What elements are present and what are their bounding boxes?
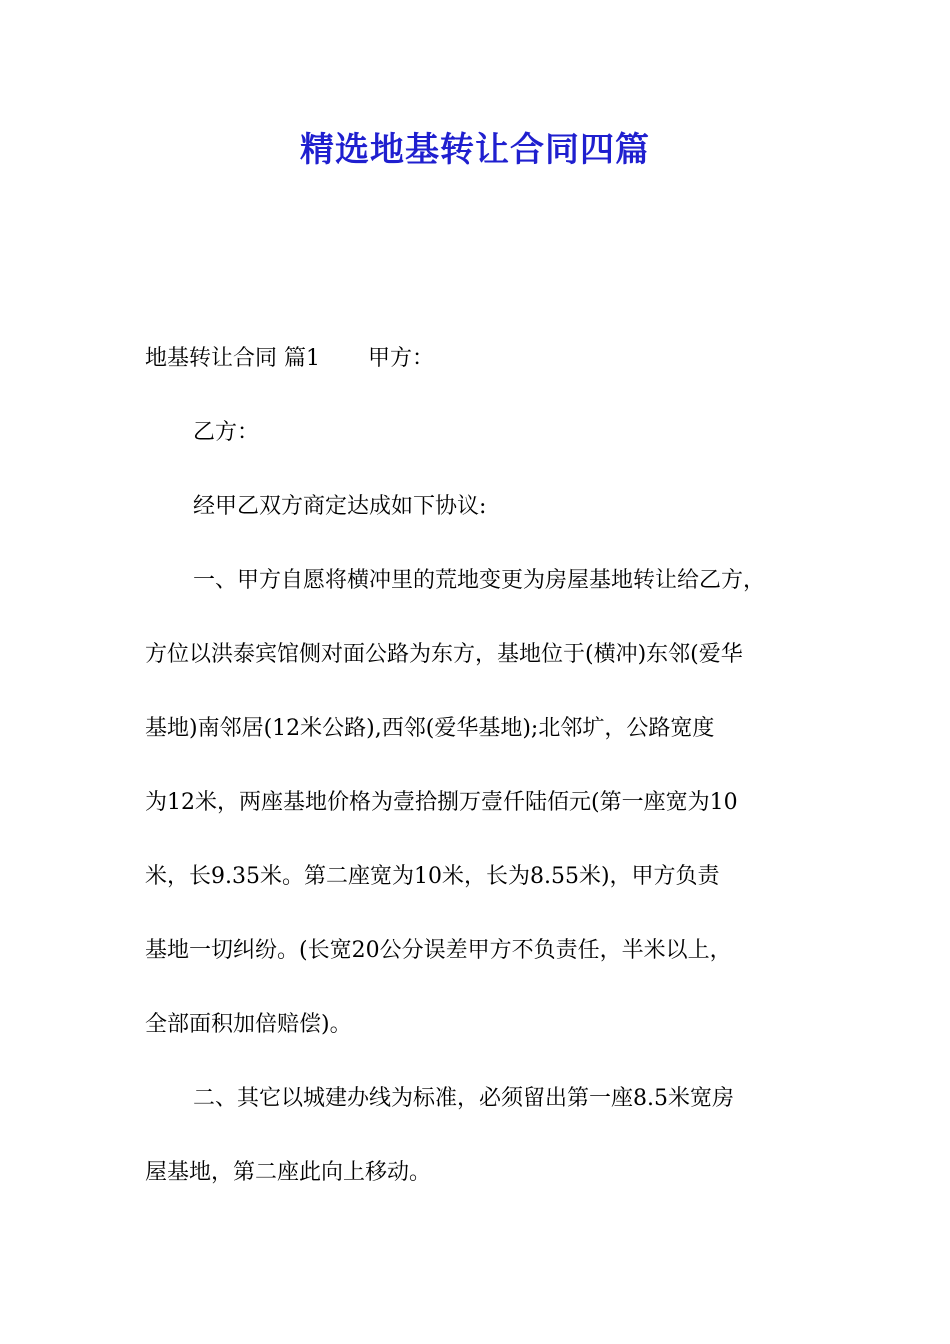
- clause-1-line-7: 全部面积加倍赔偿)。: [145, 1012, 352, 1037]
- clause-2-line-1: 二、其它以城建办线为标准，必须留出第一座8.5米宽房: [193, 1086, 734, 1111]
- document-body: [145, 322, 825, 1210]
- section-heading: 地基转让合同 篇1: [145, 346, 320, 371]
- clause-1-line-1: 一、甲方自愿将横冲里的荒地变更为房屋基地转让给乙方，: [193, 568, 766, 593]
- agreement-intro: 经甲乙双方商定达成如下协议:: [193, 494, 487, 519]
- clause-1-line-4: 为12米，两座基地价格为壹拾捌万壹仟陆佰元(第一座宽为10: [145, 790, 738, 815]
- clause-1-line-5: 米，长9.35米。第二座宽为10米，长为8.55米)，甲方负责: [145, 864, 720, 889]
- party-a-label: 甲方：: [368, 346, 435, 371]
- party-b-line: 乙方：: [193, 420, 260, 445]
- clause-2-line-2: 屋基地，第二座此向上移动。: [145, 1160, 432, 1185]
- clause-1-line-3: 基地)南邻居(12米公路),西邻(爱华基地);北邻圹，公路宽度: [145, 716, 715, 741]
- section-heading-line: [145, 322, 825, 396]
- document-title: 精选地基转让合同四篇: [300, 130, 650, 170]
- clause-1-line-2: 方位以洪泰宾馆侧对面公路为东方，基地位于(横冲)东邻(爱华: [145, 642, 743, 667]
- clause-1-line-6: 基地一切纠纷。(长宽20公分误差甲方不负责任，半米以上，: [145, 938, 732, 963]
